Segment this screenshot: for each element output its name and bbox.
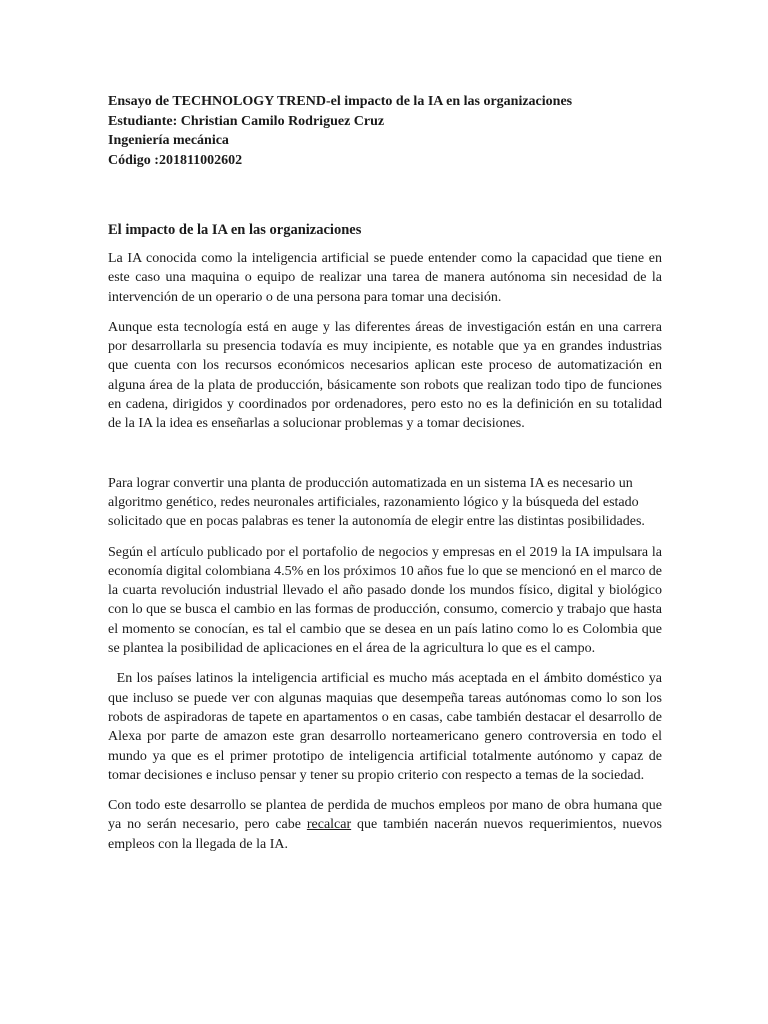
section-heading: El impacto de la IA en las organizaciones bbox=[108, 222, 362, 238]
employment-text-start: Con todo este desarrollo se plantea de perdida de muchos empleos por mano de obra humana que ya no serán necesario, pero cabe bbox=[108, 798, 662, 833]
underlined-word: recalcar bbox=[306, 817, 352, 833]
essay-title: Ensayo de TECHNOLOGY TREND-el impacto de la IA en las organizaciones bbox=[108, 94, 573, 109]
document-header bbox=[108, 92, 662, 170]
program-name: Ingeniería mecánica bbox=[108, 133, 229, 148]
student-code: Código :201811002602 bbox=[108, 152, 243, 168]
student-name: Estudiante: Christian Camilo Rodriguez Cruz bbox=[108, 113, 385, 129]
paragraph-requirements: Para lograr convertir una planta de producción automatizada en un sistema IA es necesario un algoritmo genético, redes neuronales artificiales, razonamiento lógico y la búsqueda del estado solicitado que en pocas palabras es tener la autonomía de elegir entre las distintas posibilidades. bbox=[108, 475, 645, 530]
document-page bbox=[108, 92, 666, 865]
paragraph-industry: Aunque esta tecnología está en auge y las diferentes áreas de investigación están en una carrera por desarrollarla su presencia todavía es muy incipiente, es notable que ya en grandes industrias que cuenta con los recursos económicos necesarios aplican este proceso de automatización en alguna área de la plata de producción, básicamente son robots que realizan todo tipo de funciones en cadena, dirigidos y coordinados por ordenadores, pero esto no es la definición en su totalidad de la IA la idea es enseñarlas a solucionar problemas y a tomar decisiones. bbox=[108, 319, 662, 432]
employment-text-end: que también nacerán nuevos requerimientos, nuevos empleos con la llegada de la IA. bbox=[108, 817, 663, 852]
paragraph-employment bbox=[108, 796, 662, 854]
paragraph-latin-america: En los países latinos la inteligencia artificial es mucho más aceptada en el ámbito doméstico ya que incluso se puede ver con algunas maquias que desempeña tareas autónomas como lo son los robots de aspiradoras de tapete en apartamentos o en casas, cabe también destacar el desarrollo de Alexa por parte de amazon este gran desarrollo norteamericano genero controversia en todo el mundo ya que es el primer prototipo de inteligencia artificial totalmente autónomo y capaz de tomar decisiones e incluso pensar y tener su propio criterio con respecto a temas de la sociedad. bbox=[108, 671, 666, 783]
paragraph-colombia: Según el artículo publicado por el portafolio de negocios y empresas en el 2019 la IA impulsara la economía digital colombiana 4.5% en los próximos 10 años fue lo que se mencionó en el marco de la cuarta revolución industrial llevado el año pasado donde los mundos físico, digital y biológico con lo que se busca el cambio en las formas de producción, consumo, comercio y trabajo que hasta el momento se conocían, es tal el cambio que se desea en un país latino como lo es Colombia que se plantea la posibilidad de aplicaciones en el área de la agricultura lo que es el campo. bbox=[108, 544, 662, 657]
paragraph-definition: La IA conocida como la inteligencia artificial se puede entender como la capacidad que tiene en este caso una maquina o equipo de realizar una tarea de manera autónoma sin necesidad de la intervención de un operario o de una persona para tomar una decisión. bbox=[108, 251, 662, 305]
